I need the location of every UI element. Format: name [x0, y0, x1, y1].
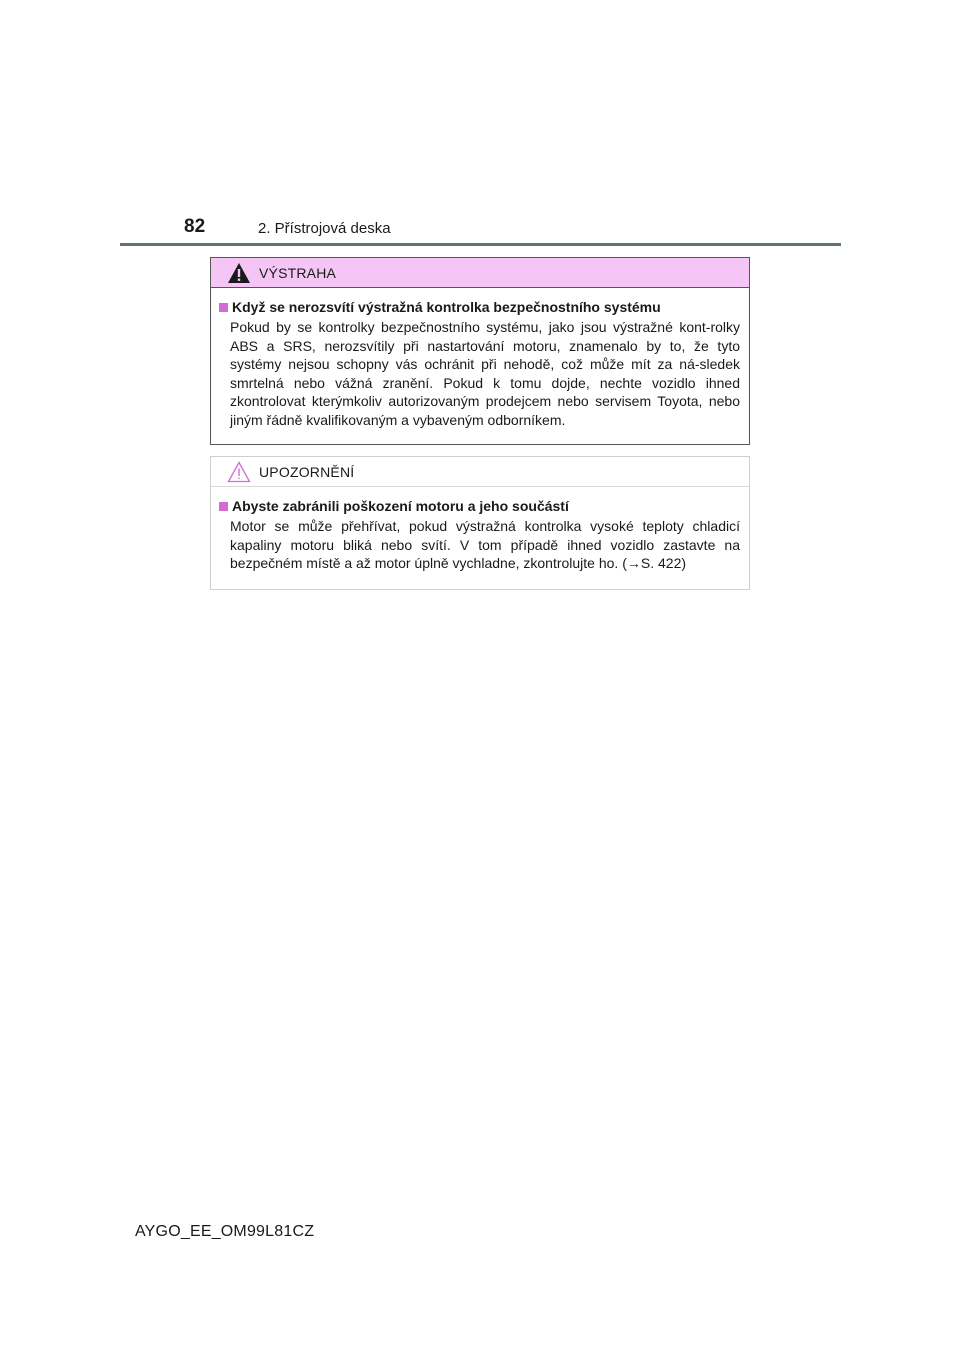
- section-title: 2. Přístrojová deska: [258, 220, 391, 237]
- warning-body: [211, 288, 749, 444]
- caution-item-heading: [219, 497, 740, 515]
- warning-heading-text: Když se nerozsvítí výstražná kontrolka bezpečnostního systému: [232, 299, 661, 315]
- caution-triangle-outline-icon: [227, 461, 251, 483]
- page-number: 82: [184, 216, 206, 237]
- caution-body: [211, 487, 749, 589]
- warning-triangle-filled-icon: [227, 262, 251, 284]
- caution-label: UPOZORNĚNÍ: [259, 463, 355, 480]
- warning-item-heading: [219, 298, 740, 316]
- warning-paragraph: Pokud by se kontrolky bezpečnostního systému, jako jsou výstražné kont-rolky ABS a SRS, nerozsvítily při nastartování motoru, znamenalo by to, že tyto systémy nejsou schopny vás ochránit při nehodě, což může mít za ná-sledek smrtelná nebo vážná zranění. Pokud k tomu dojde, nechte vozidlo ihned zkontrolovat kterýmkoliv autorizovaným prodejcem nebo servisem Toyota, nebo jiným řádně kvalifikovaným a vybaveným odborníkem.: [230, 319, 740, 428]
- caution-box: [210, 456, 750, 590]
- caution-paragraph: Motor se může přehřívat, pokud výstražná kontrolka vysoké teploty chladicí kapaliny motoru bliká nebo svítí. V tom případě ihned vozidlo zastavte na bezpečném místě a až motor úplně vychladne, zkontrolujte ho. (→S. 422): [230, 518, 740, 572]
- square-bullet-icon: [219, 502, 228, 511]
- warning-box: [210, 257, 750, 445]
- caution-header: [211, 457, 749, 487]
- warning-label: VÝSTRAHA: [259, 264, 337, 281]
- caution-heading-text: Abyste zabránili poškození motoru a jeho součástí: [232, 498, 569, 514]
- document-code: AYGO_EE_OM99L81CZ: [135, 1223, 315, 1240]
- square-bullet-icon: [219, 303, 228, 312]
- warning-header: [211, 258, 749, 288]
- header-rule: [120, 243, 841, 246]
